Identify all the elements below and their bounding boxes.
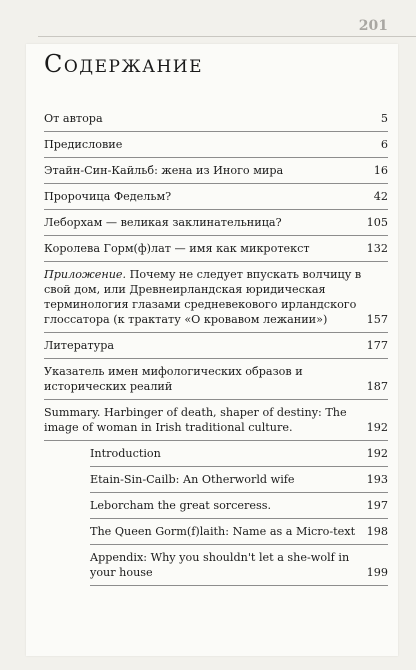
toc-sub-entry-page: 199: [366, 566, 388, 579]
toc-sub-entry-title: Introduction: [90, 447, 161, 460]
toc-entry-page: 157: [366, 313, 388, 326]
toc-sub-entry[interactable]: [90, 519, 388, 545]
toc-entry-title: От автора: [44, 112, 103, 125]
toc-entry-page: 16: [373, 164, 388, 177]
appendix-prefix: Приложение.: [44, 268, 127, 281]
toc-entry-appendix[interactable]: [44, 262, 388, 333]
toc-entry-page: 187: [366, 380, 388, 393]
toc-entry-summary[interactable]: [44, 400, 388, 441]
toc-entry-title: Предисловие: [44, 138, 123, 151]
toc-entry[interactable]: [44, 236, 388, 262]
adjacent-page-number: 201: [358, 18, 388, 34]
toc-entry[interactable]: [44, 132, 388, 158]
toc-entry-page: 105: [366, 216, 388, 229]
toc-sub-entry-page: 197: [366, 499, 388, 512]
toc-entry-title: Summary. Harbinger of death, shaper of destiny: The image of woman in Irish traditional culture.: [44, 406, 347, 434]
toc-entry[interactable]: [44, 359, 388, 400]
toc-sub-entry-title: Appendix: Why you shouldn't let a she-wolf in your house: [90, 551, 350, 579]
toc-sub-entry[interactable]: [90, 467, 388, 493]
toc-entry-title: Указатель имен мифологических образов и исторических реалий: [44, 365, 303, 393]
contents-page: [26, 44, 398, 656]
appendix-title: Почему не следует впускать волчицу в свой дом, или Древнеирландская юридическая терминология глазами средневекового ирландского глоссатора (к трактату «О кровавом лежании»): [44, 268, 362, 326]
toc-sub-entry-page: 198: [366, 525, 388, 538]
toc-entry-page: 6: [380, 138, 388, 151]
toc-sub-entry[interactable]: [90, 441, 388, 467]
toc-entry[interactable]: [44, 106, 388, 132]
toc-entry-page: 5: [380, 112, 388, 125]
toc-entry-title: Этайн-Син-Кайльб: жена из Иного мира: [44, 164, 284, 177]
toc-entry[interactable]: [44, 333, 388, 359]
toc-entry-page: 42: [373, 190, 388, 203]
toc-entry[interactable]: [44, 210, 388, 236]
toc-entry[interactable]: [44, 184, 388, 210]
toc-entry-title: Королева Горм(ф)лат — имя как микротекст: [44, 242, 310, 255]
toc-sub-entry[interactable]: [90, 545, 388, 586]
page-title: Содержание: [44, 50, 204, 78]
toc-entry-page: 177: [366, 339, 388, 352]
toc-sub-entry-title: Etain-Sin-Cailb: An Otherworld wife: [90, 473, 295, 486]
toc-entry-page: 132: [366, 242, 388, 255]
toc-sub-entry-page: 192: [366, 447, 388, 460]
toc-entry-page: 192: [366, 421, 388, 434]
toc-entry[interactable]: [44, 158, 388, 184]
toc-entry-title: Леборхам — великая заклинательница?: [44, 216, 282, 229]
adjacent-page-header: [38, 18, 416, 37]
toc-entry-title: Литература: [44, 339, 115, 352]
toc-sub-entry-title: Leborcham the great sorceress.: [90, 499, 272, 512]
toc-entry-title: [44, 267, 366, 327]
toc-sub-entry-title: The Queen Gorm(f)laith: Name as a Micro-text: [90, 525, 356, 538]
table-of-contents: [44, 106, 388, 586]
toc-entry-title: Пророчица Федельм?: [44, 190, 172, 203]
toc-sub-entry-page: 193: [366, 473, 388, 486]
toc-sub-entry[interactable]: [90, 493, 388, 519]
